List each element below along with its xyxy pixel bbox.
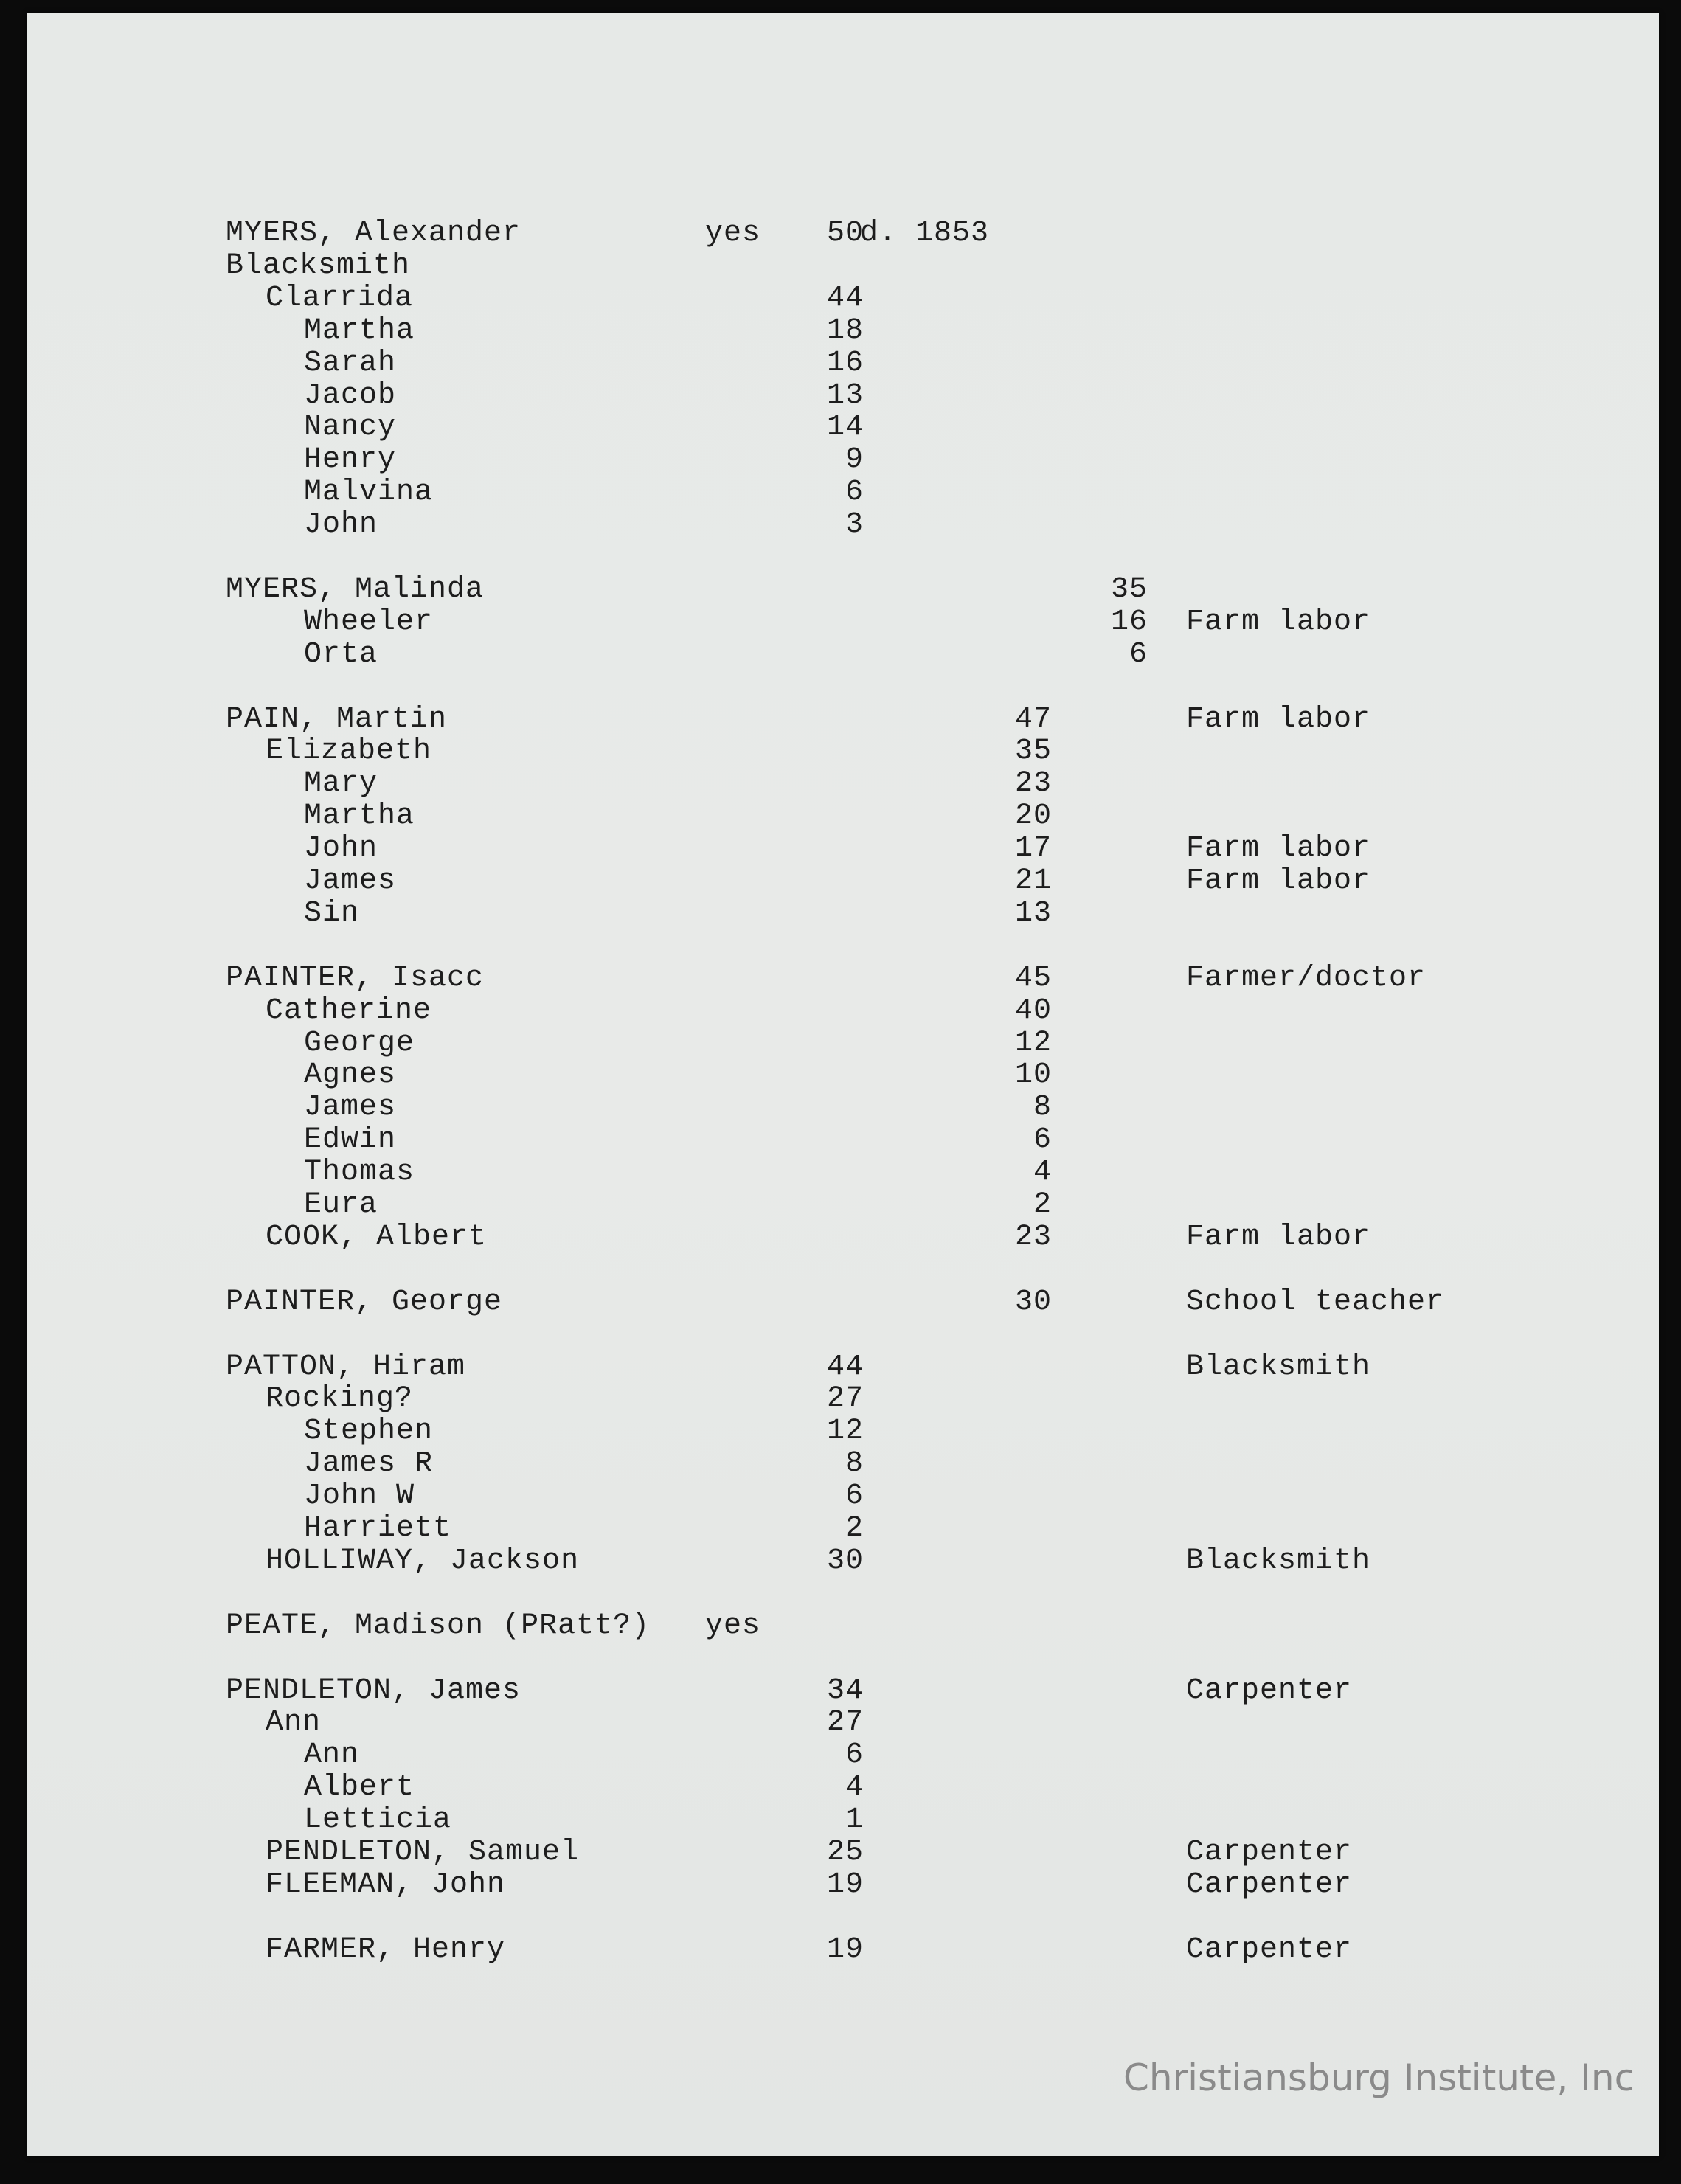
age-value: 12	[1014, 1026, 1052, 1060]
census-row	[27, 1189, 1659, 1221]
census-row	[27, 1675, 1659, 1708]
census-row	[27, 639, 1659, 671]
census-row	[27, 1480, 1659, 1513]
person-name: Harriett	[304, 1512, 452, 1545]
census-row	[27, 1739, 1659, 1772]
person-name: Stephen	[304, 1415, 434, 1449]
census-row	[27, 1545, 1659, 1578]
person-name: PAINTER, Isacc	[226, 961, 485, 995]
person-name: Malvina	[304, 476, 434, 510]
person-name: MYERS, Malinda	[226, 572, 485, 606]
age-value: 44	[826, 281, 864, 315]
census-row	[27, 606, 1659, 639]
census-row	[27, 1869, 1659, 1902]
age-value: 45	[1014, 961, 1052, 995]
person-name: Thomas	[304, 1156, 415, 1190]
person-name: Martha	[304, 313, 415, 347]
census-row	[27, 800, 1659, 833]
watermark: Christiansburg Institute, Inc	[1123, 2056, 1635, 2099]
census-row	[27, 1221, 1659, 1254]
age-value: 16	[1110, 605, 1148, 639]
age-value: 23	[1014, 767, 1052, 801]
person-name: James	[304, 864, 397, 898]
person-name: George	[304, 1026, 415, 1060]
census-row	[27, 1351, 1659, 1384]
person-name: Edwin	[304, 1123, 397, 1157]
death-note: d. 1853	[860, 217, 990, 250]
census-row	[27, 833, 1659, 865]
person-name: FARMER, Henry	[266, 1932, 506, 1966]
census-row	[27, 1157, 1659, 1189]
person-name: Letticia	[304, 1803, 452, 1837]
census-row	[27, 476, 1659, 509]
age-value: 27	[826, 1706, 864, 1740]
person-name: PENDLETON, James	[226, 1674, 521, 1708]
census-row	[27, 1772, 1659, 1804]
person-name: PEATE, Madison (PRatt?)	[226, 1609, 651, 1643]
age-value: 18	[826, 313, 864, 347]
person-name: Sarah	[304, 346, 397, 380]
person-name: John W	[304, 1480, 415, 1514]
age-value: 35	[1014, 735, 1052, 769]
person-name: Ann	[304, 1738, 360, 1772]
occupation: Carpenter	[1186, 1868, 1353, 1902]
age-value: 2	[1033, 1188, 1052, 1221]
census-row	[27, 412, 1659, 444]
yes-mark: yes	[705, 217, 761, 250]
person-name: Elizabeth	[266, 735, 432, 769]
census-row	[27, 1934, 1659, 1966]
census-row	[27, 1513, 1659, 1545]
age-value: 30	[826, 1544, 864, 1578]
person-name: James R	[304, 1447, 434, 1481]
age-value: 6	[845, 1480, 864, 1514]
age-value: 3	[845, 508, 864, 542]
occupation: Farmer/doctor	[1186, 961, 1427, 995]
person-name: HOLLIWAY, Jackson	[266, 1544, 580, 1578]
census-row	[27, 898, 1659, 930]
age-value: 44	[826, 1350, 864, 1384]
age-value: 23	[1014, 1220, 1052, 1254]
census-row	[27, 574, 1659, 606]
census-row	[27, 1124, 1659, 1157]
person-name: Catherine	[266, 994, 432, 1027]
age-value: 13	[1014, 896, 1052, 930]
census-row	[27, 1059, 1659, 1092]
person-name: Mary	[304, 767, 378, 801]
occupation: Farm labor	[1186, 1220, 1371, 1254]
person-name: John	[304, 832, 378, 866]
person-name: Blacksmith	[226, 249, 411, 282]
person-name: Agnes	[304, 1058, 397, 1092]
age-value: 8	[845, 1447, 864, 1481]
document-page	[27, 13, 1659, 2156]
age-value: 6	[1129, 637, 1148, 671]
census-row	[27, 1286, 1659, 1319]
occupation: Farm labor	[1186, 605, 1371, 639]
census-row	[27, 250, 1659, 282]
census-row	[27, 768, 1659, 800]
census-row	[27, 509, 1659, 541]
person-name: Eura	[304, 1188, 378, 1221]
age-value: 10	[1014, 1058, 1052, 1092]
census-row	[27, 347, 1659, 380]
age-value: 19	[826, 1868, 864, 1902]
census-row	[27, 282, 1659, 315]
occupation: Farm labor	[1186, 864, 1371, 898]
person-name: PAINTER, George	[226, 1285, 503, 1319]
census-row	[27, 444, 1659, 476]
person-name: Ann	[266, 1706, 322, 1740]
age-value: 47	[1014, 702, 1052, 736]
census-row	[27, 865, 1659, 898]
person-name: Henry	[304, 443, 397, 477]
person-name: James	[304, 1091, 397, 1125]
occupation: Blacksmith	[1186, 1544, 1371, 1578]
census-row	[27, 315, 1659, 347]
age-value: 35	[1110, 572, 1148, 606]
person-name: Sin	[304, 896, 360, 930]
occupation: Carpenter	[1186, 1836, 1353, 1869]
age-value: 6	[845, 1738, 864, 1772]
census-row	[27, 1415, 1659, 1448]
census-row	[27, 1837, 1659, 1869]
age-value: 1	[845, 1803, 864, 1837]
occupation: School teacher	[1186, 1285, 1445, 1319]
age-value: 40	[1014, 994, 1052, 1027]
age-value: 12	[826, 1415, 864, 1449]
age-value: 4	[1033, 1156, 1052, 1190]
age-value: 19	[826, 1932, 864, 1966]
person-name: John	[304, 508, 378, 542]
occupation: Carpenter	[1186, 1932, 1353, 1966]
census-row	[27, 218, 1659, 250]
age-value: 17	[1014, 832, 1052, 866]
person-name: MYERS, Alexander	[226, 217, 521, 250]
person-name: PATTON, Hiram	[226, 1350, 466, 1384]
person-name: PAIN, Martin	[226, 702, 448, 736]
census-row	[27, 1027, 1659, 1060]
age-value: 8	[1033, 1091, 1052, 1125]
yes-mark: yes	[705, 1609, 761, 1643]
age-value: 21	[1014, 864, 1052, 898]
census-row	[27, 1804, 1659, 1837]
age-value: 20	[1014, 800, 1052, 833]
person-name: Wheeler	[304, 605, 434, 639]
age-value: 14	[826, 411, 864, 445]
age-value: 2	[845, 1512, 864, 1545]
census-row	[27, 995, 1659, 1027]
person-name: Albert	[304, 1771, 415, 1805]
census-row	[27, 1707, 1659, 1739]
age-value: 27	[826, 1382, 864, 1416]
age-value: 13	[826, 378, 864, 412]
person-name: PENDLETON, Samuel	[266, 1836, 580, 1869]
age-value: 6	[845, 476, 864, 510]
age-value: 6	[1033, 1123, 1052, 1157]
occupation: Blacksmith	[1186, 1350, 1371, 1384]
age-value: 9	[845, 443, 864, 477]
person-name: Nancy	[304, 411, 397, 445]
census-row	[27, 704, 1659, 736]
age-value: 4	[845, 1771, 864, 1805]
person-name: Rocking?	[266, 1382, 414, 1416]
occupation: Farm labor	[1186, 832, 1371, 866]
person-name: COOK, Albert	[266, 1220, 488, 1254]
age-value: 50	[826, 217, 864, 250]
census-row	[27, 963, 1659, 995]
person-name: Jacob	[304, 378, 397, 412]
occupation: Carpenter	[1186, 1674, 1353, 1708]
person-name: FLEEMAN, John	[266, 1868, 506, 1902]
age-value: 16	[826, 346, 864, 380]
census-row	[27, 380, 1659, 412]
person-name: Martha	[304, 800, 415, 833]
census-row	[27, 735, 1659, 768]
age-value: 30	[1014, 1285, 1052, 1319]
census-row	[27, 1448, 1659, 1480]
occupation: Farm labor	[1186, 702, 1371, 736]
person-name: Clarrida	[266, 281, 414, 315]
census-row	[27, 1610, 1659, 1643]
census-row	[27, 1383, 1659, 1415]
age-value: 25	[826, 1836, 864, 1869]
census-row	[27, 1092, 1659, 1124]
person-name: Orta	[304, 637, 378, 671]
age-value: 34	[826, 1674, 864, 1708]
